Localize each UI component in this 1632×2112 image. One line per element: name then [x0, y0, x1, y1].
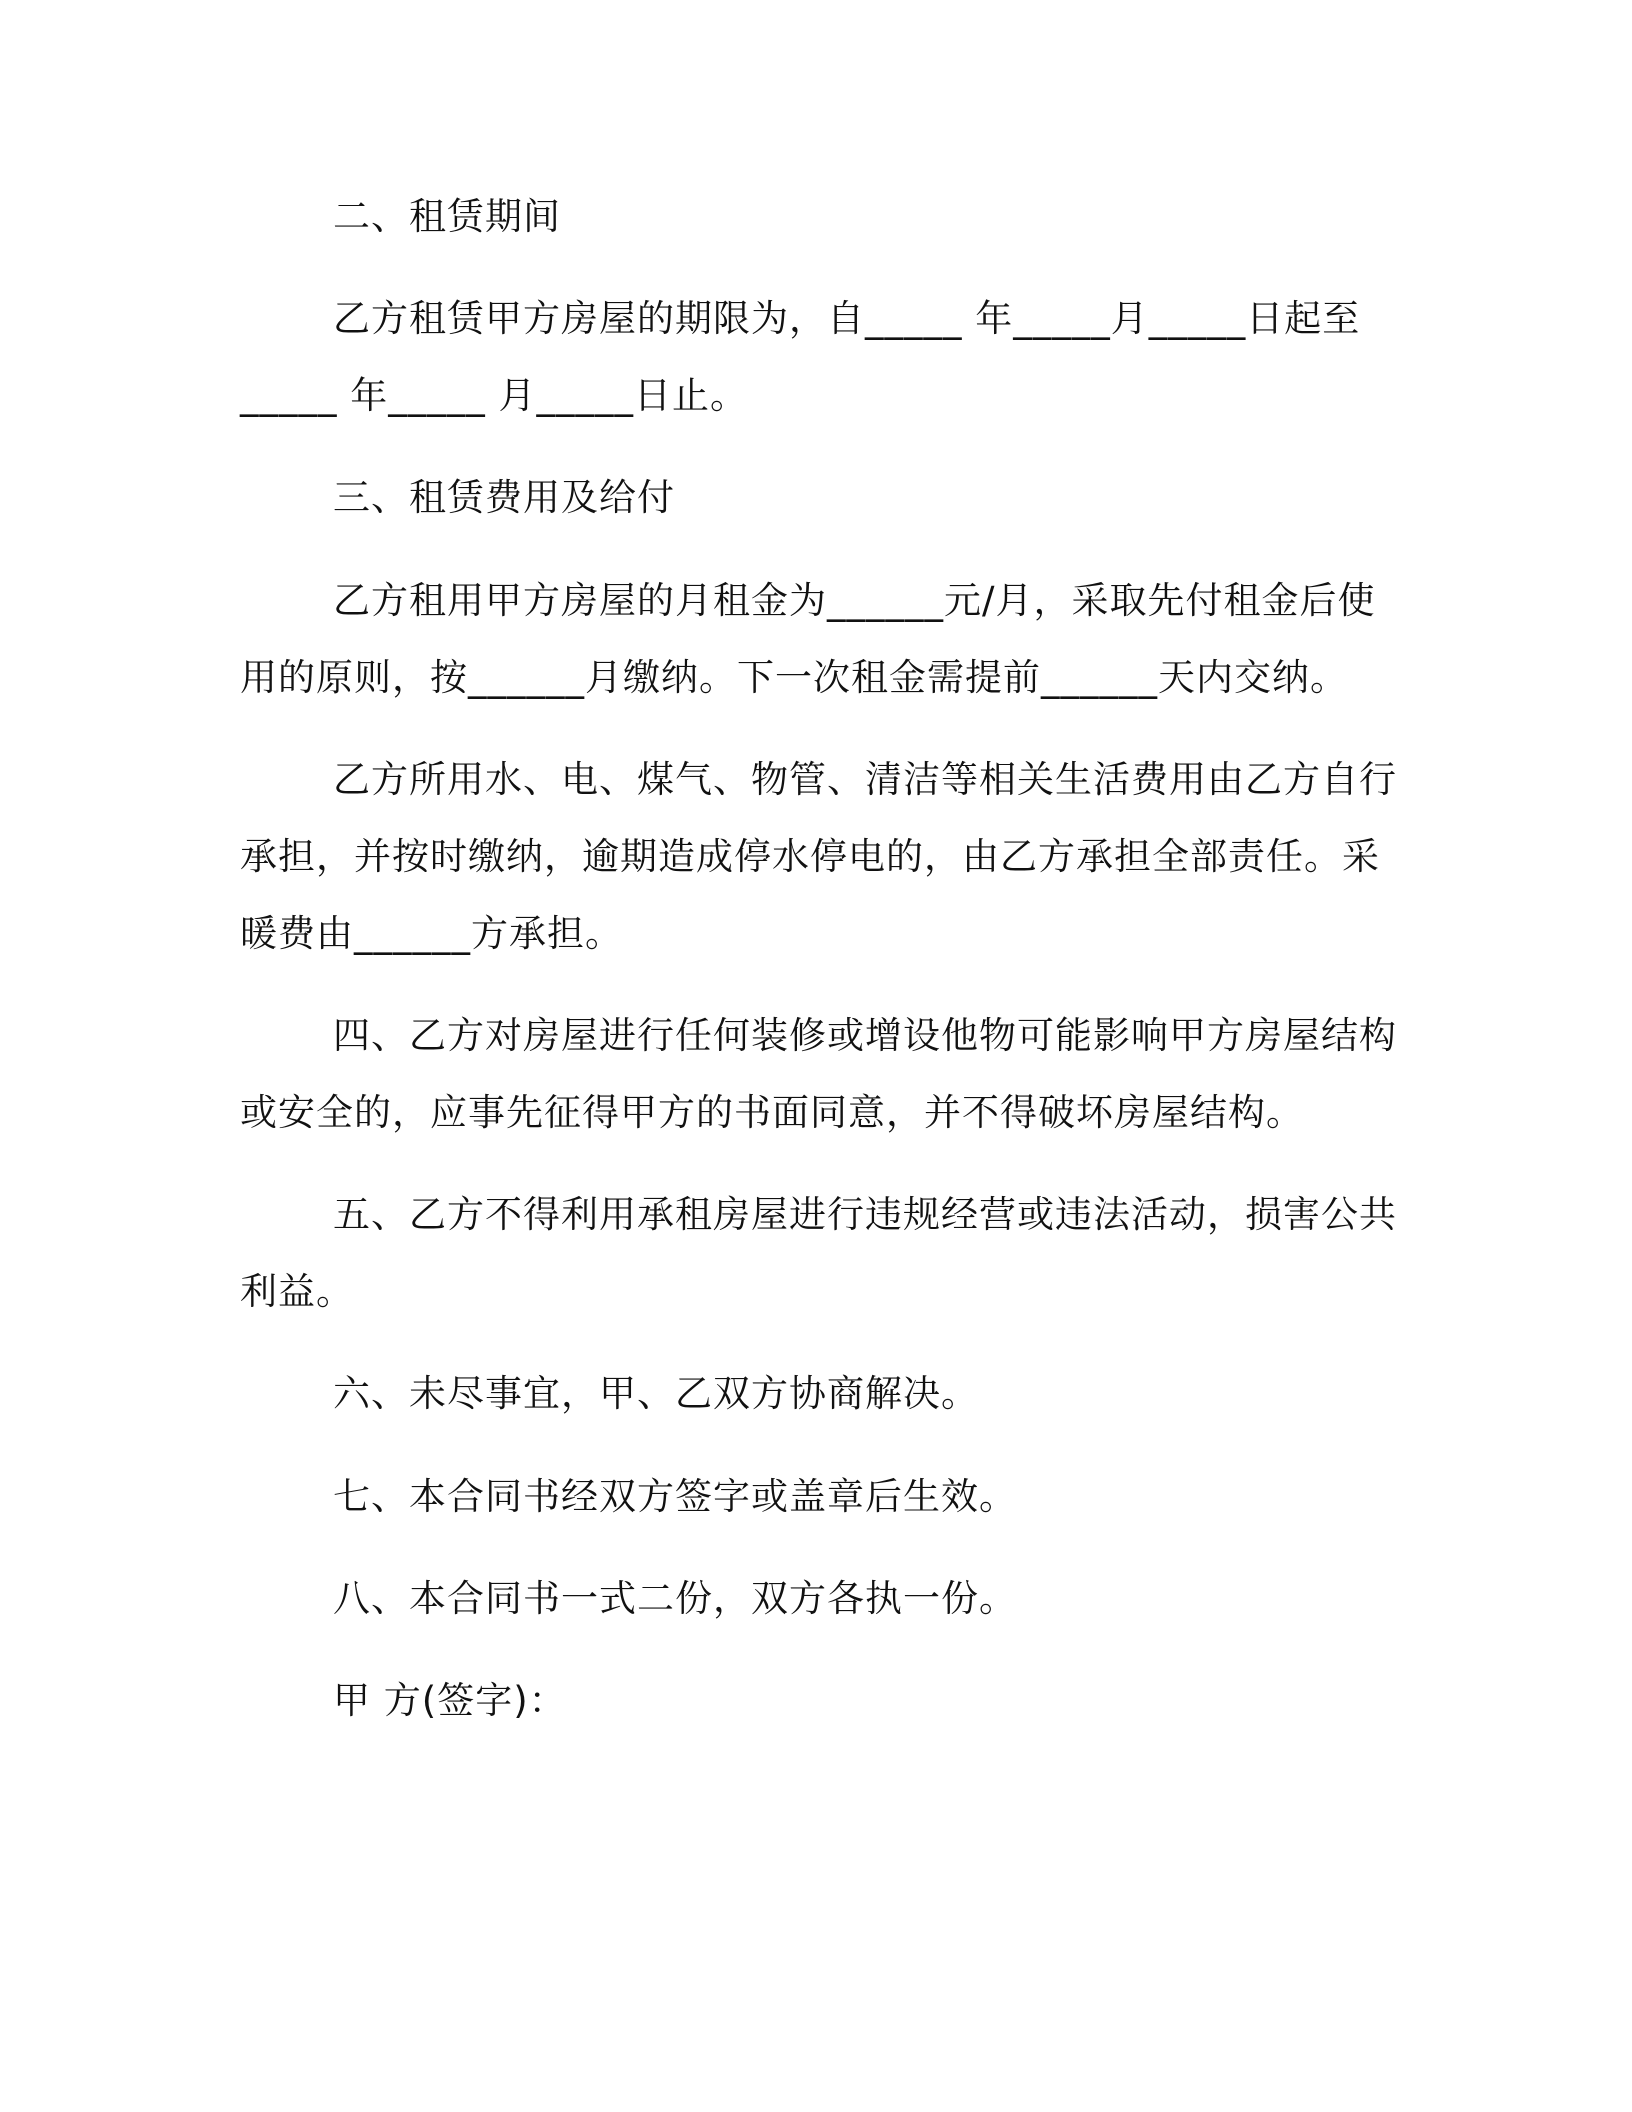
clause-six: 六、未尽事宜，甲、乙双方协商解决。 [333, 1372, 979, 1415]
utilities-text-line-2: 承担，并按时缴纳，逾期造成停水停电的，由乙方承担全部责任。采 [240, 835, 1380, 878]
lease-period-text-line-2: _____ 年_____ 月_____日止。 [240, 374, 749, 417]
clause-four-line-1: 四、乙方对房屋进行任何装修或增设他物可能影响甲方房屋结构 [333, 1014, 1397, 1057]
section-heading-lease-period: 二、租赁期间 [333, 195, 561, 238]
clause-seven: 七、本合同书经双方签字或盖章后生效。 [333, 1475, 1017, 1518]
clause-eight: 八、本合同书一式二份，双方各执一份。 [333, 1577, 1017, 1620]
lease-period-text-line-1: 乙方租赁甲方房屋的期限为，自_____ 年_____月_____日起至 [333, 297, 1361, 340]
party-a-signature-label: 甲 方(签字)： [333, 1679, 567, 1722]
clause-five-line-1: 五、乙方不得利用承租房屋进行违规经营或违法活动，损害公共 [333, 1193, 1397, 1236]
rent-text-line-2: 用的原则，按______月缴纳。下一次租金需提前______天内交纳。 [240, 656, 1348, 699]
utilities-text-line-3: 暖费由______方承担。 [240, 912, 623, 955]
utilities-text-line-1: 乙方所用水、电、煤气、物管、清洁等相关生活费用由乙方自行 [333, 758, 1397, 801]
clause-five-line-2: 利益。 [240, 1270, 354, 1313]
section-heading-rent-payment: 三、租赁费用及给付 [333, 476, 675, 519]
rent-text-line-1: 乙方租用甲方房屋的月租金为______元/月，采取先付租金后使 [333, 579, 1376, 622]
clause-four-line-2: 或安全的，应事先征得甲方的书面同意，并不得破坏房屋结构。 [240, 1091, 1304, 1134]
